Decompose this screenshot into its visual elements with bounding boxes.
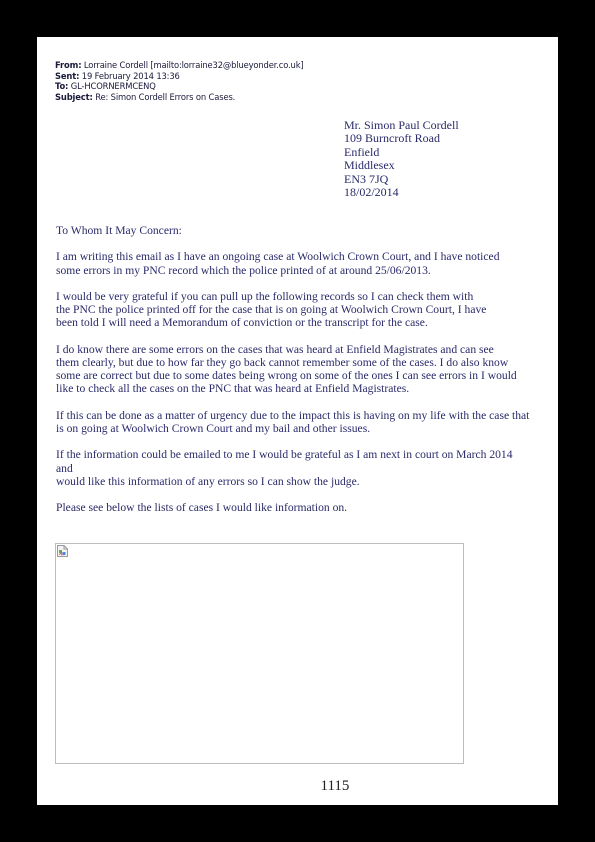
paragraph-line: been told I will need a Memorandum of conviction or the transcript for the case.	[56, 316, 428, 330]
subject-value: Re: Simon Cordell Errors on Cases.	[95, 91, 236, 102]
address-street: 109 Burncroft Road	[344, 131, 440, 146]
address-name: Mr. Simon Paul Cordell	[344, 118, 459, 132]
paragraph-line: If this can be done as a matter of urgency due to the impact this is having on my life with the case that	[56, 408, 530, 422]
paragraph-line: the PNC the police printed off for the case that is on going at Woolwich Crown Court, I have	[56, 303, 487, 317]
paragraph-line: I would be very grateful if you can pull up the following records so I can check them with	[56, 289, 474, 303]
to-value: GL-HCORNERMCENQ	[70, 81, 156, 92]
letter-body	[56, 224, 546, 528]
paragraph-line: some errors in my PNC record which the police printed of at around 25/06/2013.	[56, 263, 431, 277]
sent-label: Sent:	[55, 70, 80, 81]
salutation: To Whom It May Concern:	[56, 224, 182, 237]
from-label: From:	[55, 60, 82, 70]
email-header	[55, 60, 304, 102]
letter-paragraph	[56, 501, 546, 514]
paragraph-line: like to check all the cases on the PNC that was heard at Enfield Magistrates.	[56, 382, 410, 396]
email-to-line	[55, 81, 304, 92]
paragraph-line: I do know there are some errors on the cases that was heard at Enfield Magistrates and can see	[56, 342, 494, 356]
paragraph-line: would like this information of any errors so I can show the judge.	[56, 474, 360, 488]
letter-date: 18/02/2014	[344, 185, 399, 200]
sent-value: 19 February 2014 13:36	[81, 70, 180, 81]
address-county: Middlesex	[344, 158, 395, 173]
letter-paragraph	[56, 290, 546, 330]
document-page	[37, 37, 558, 805]
paragraph-line: some are correct but due to some dates being wrong on some of the ones I can see errors in I would	[56, 369, 517, 383]
to-label: To:	[55, 81, 69, 92]
sender-address	[344, 119, 459, 199]
page-number: 1115	[320, 778, 350, 794]
paragraph-line: Please see below the lists of cases I would like information on.	[56, 501, 348, 515]
paragraph-line: is on going at Woolwich Crown Court and my bail and other issues.	[56, 421, 371, 435]
address-town: Enfield	[344, 144, 380, 159]
paragraph-line: them clearly, but due to how far they go back cannot remember some of the cases. I do also know	[56, 355, 509, 369]
address-postcode: EN3 7JQ	[344, 171, 389, 186]
attachment-image-placeholder	[55, 543, 464, 764]
paragraph-line: and	[56, 461, 73, 475]
paragraph-line: If the information could be emailed to me I would be grateful as I am next in court on March 2014	[56, 448, 513, 462]
subject-label: Subject:	[55, 91, 93, 102]
letter-paragraph	[56, 250, 546, 276]
from-value: Lorraine Cordell [mailto:lorraine32@blueyonder.co.uk]	[83, 60, 304, 70]
email-sent-line	[55, 71, 304, 82]
letter-paragraphs	[56, 250, 546, 514]
broken-image-icon	[57, 545, 68, 557]
email-subject-line	[55, 92, 304, 103]
paragraph-line: I am writing this email as I have an ongoing case at Woolwich Crown Court, and I have noticed	[56, 250, 500, 264]
letter-paragraph	[56, 343, 546, 396]
letter-paragraph	[56, 448, 546, 488]
email-from-line	[55, 60, 304, 71]
letter-paragraph	[56, 409, 546, 435]
